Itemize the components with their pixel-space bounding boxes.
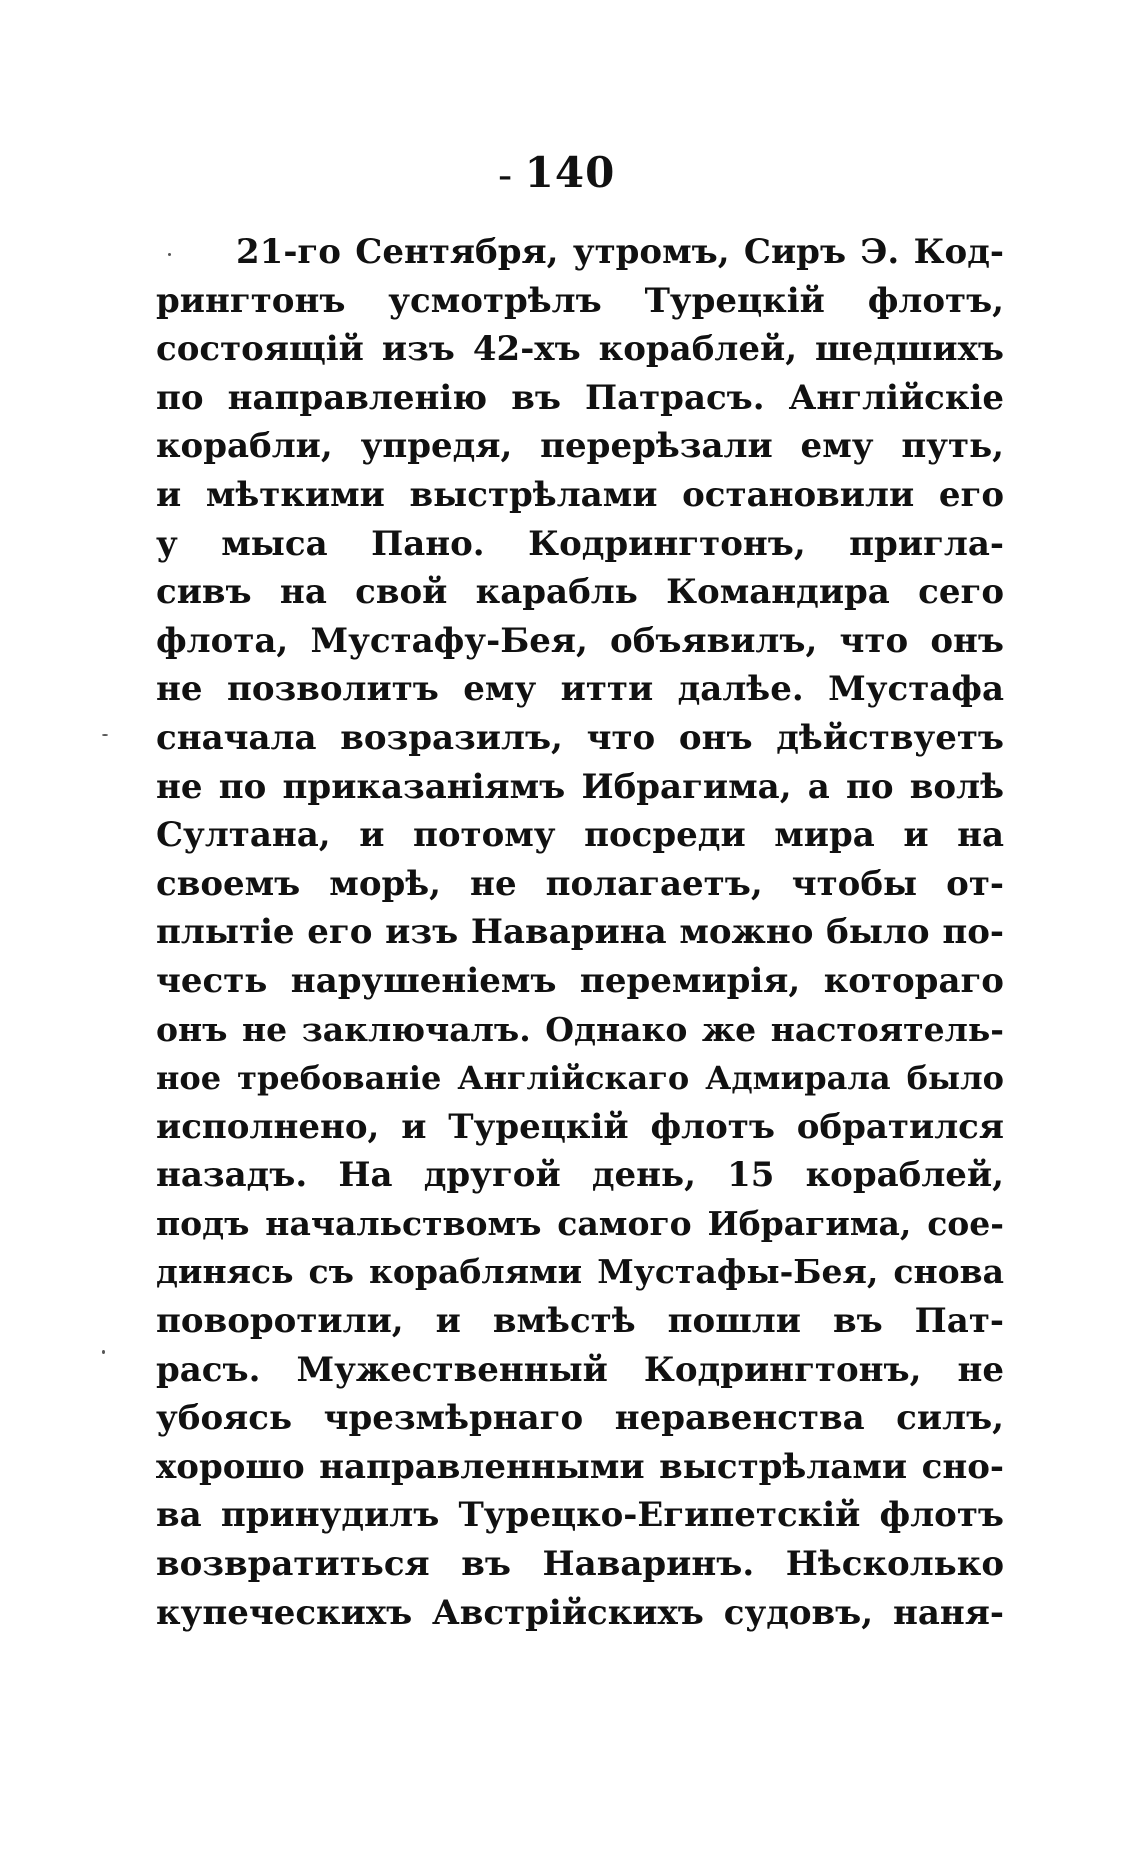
- text-line: флота, Мустафу-Бея, объявилъ, что онъ: [156, 620, 1004, 661]
- text-line: и мѣткими выстрѣлами остановили его: [156, 474, 1004, 515]
- text-line: расъ. Мужественный Кодрингтонъ, не: [156, 1349, 1004, 1390]
- text-line: поворотили, и вмѣстѣ пошли въ Пат-: [156, 1301, 1004, 1342]
- margin-speck: [168, 253, 171, 256]
- text-line: у мыса Пано. Кодрингтонъ, пригла-: [156, 523, 1004, 564]
- body-text: [156, 228, 1004, 1637]
- text-line: плытіе его изъ Наварина можно было по-: [156, 912, 1004, 953]
- text-line: исполнено, и Турецкій флотъ обратился: [156, 1106, 1004, 1147]
- text-line: сивъ на свой карабль Командира сего: [156, 572, 1004, 613]
- text-line: рингтонъ усмотрѣлъ Турецкій флотъ,: [156, 280, 1004, 321]
- text-line: убоясь чрезмѣрнаго неравенства силъ,: [156, 1398, 1004, 1439]
- text-line: по направленію въ Патрасъ. Англійскіе: [156, 377, 1004, 418]
- text-line: хорошо направленными выстрѣлами сно-: [156, 1446, 1004, 1487]
- text-line: не позволитъ ему итти далѣе. Мустафа: [156, 669, 1004, 710]
- text-line: Султана, и потому посреди мира и на: [156, 815, 1004, 856]
- text-line: онъ не заключалъ. Однако же настоятель-: [156, 1009, 1004, 1049]
- text-line: состоящій изъ 42-хъ кораблей, шедшихъ: [156, 329, 1004, 370]
- text-line: сначала возразилъ, что онъ дѣйствуетъ: [156, 717, 1004, 758]
- text-line: купеческихъ Австрійскихъ судовъ, наня-: [156, 1592, 1004, 1633]
- header-dash: -: [498, 150, 514, 199]
- text-line: подъ начальствомъ самого Ибрагима, сое-: [156, 1203, 1004, 1243]
- page-number-header: [0, 148, 1140, 197]
- margin-speck: [102, 1350, 105, 1354]
- text-line: возвратиться въ Наваринъ. Нѣсколько: [156, 1544, 1004, 1585]
- text-line: ное требованіе Англійскаго Адмирала было: [156, 1059, 1004, 1098]
- text-line: 21-го Сентября, утромъ, Сиръ Э. Код-: [236, 232, 1004, 272]
- text-line: назадъ. На другой день, 15 кораблей,: [156, 1155, 1004, 1196]
- text-line: корабли, упредя, перерѣзали ему путь,: [156, 426, 1004, 467]
- text-line: ва принудилъ Турецко-Египетскій флотъ: [156, 1495, 1004, 1536]
- margin-speck: [102, 734, 108, 736]
- text-line: своемъ морѣ, не полагаетъ, чтобы от-: [156, 863, 1004, 904]
- text-line: динясь съ кораблями Мустафы-Бея, снова: [156, 1252, 1004, 1292]
- text-line: не по приказаніямъ Ибрагима, а по волѣ: [156, 766, 1004, 807]
- text-line: честь нарушеніемъ перемирія, котораго: [156, 960, 1004, 1001]
- page-number: 140: [524, 148, 616, 197]
